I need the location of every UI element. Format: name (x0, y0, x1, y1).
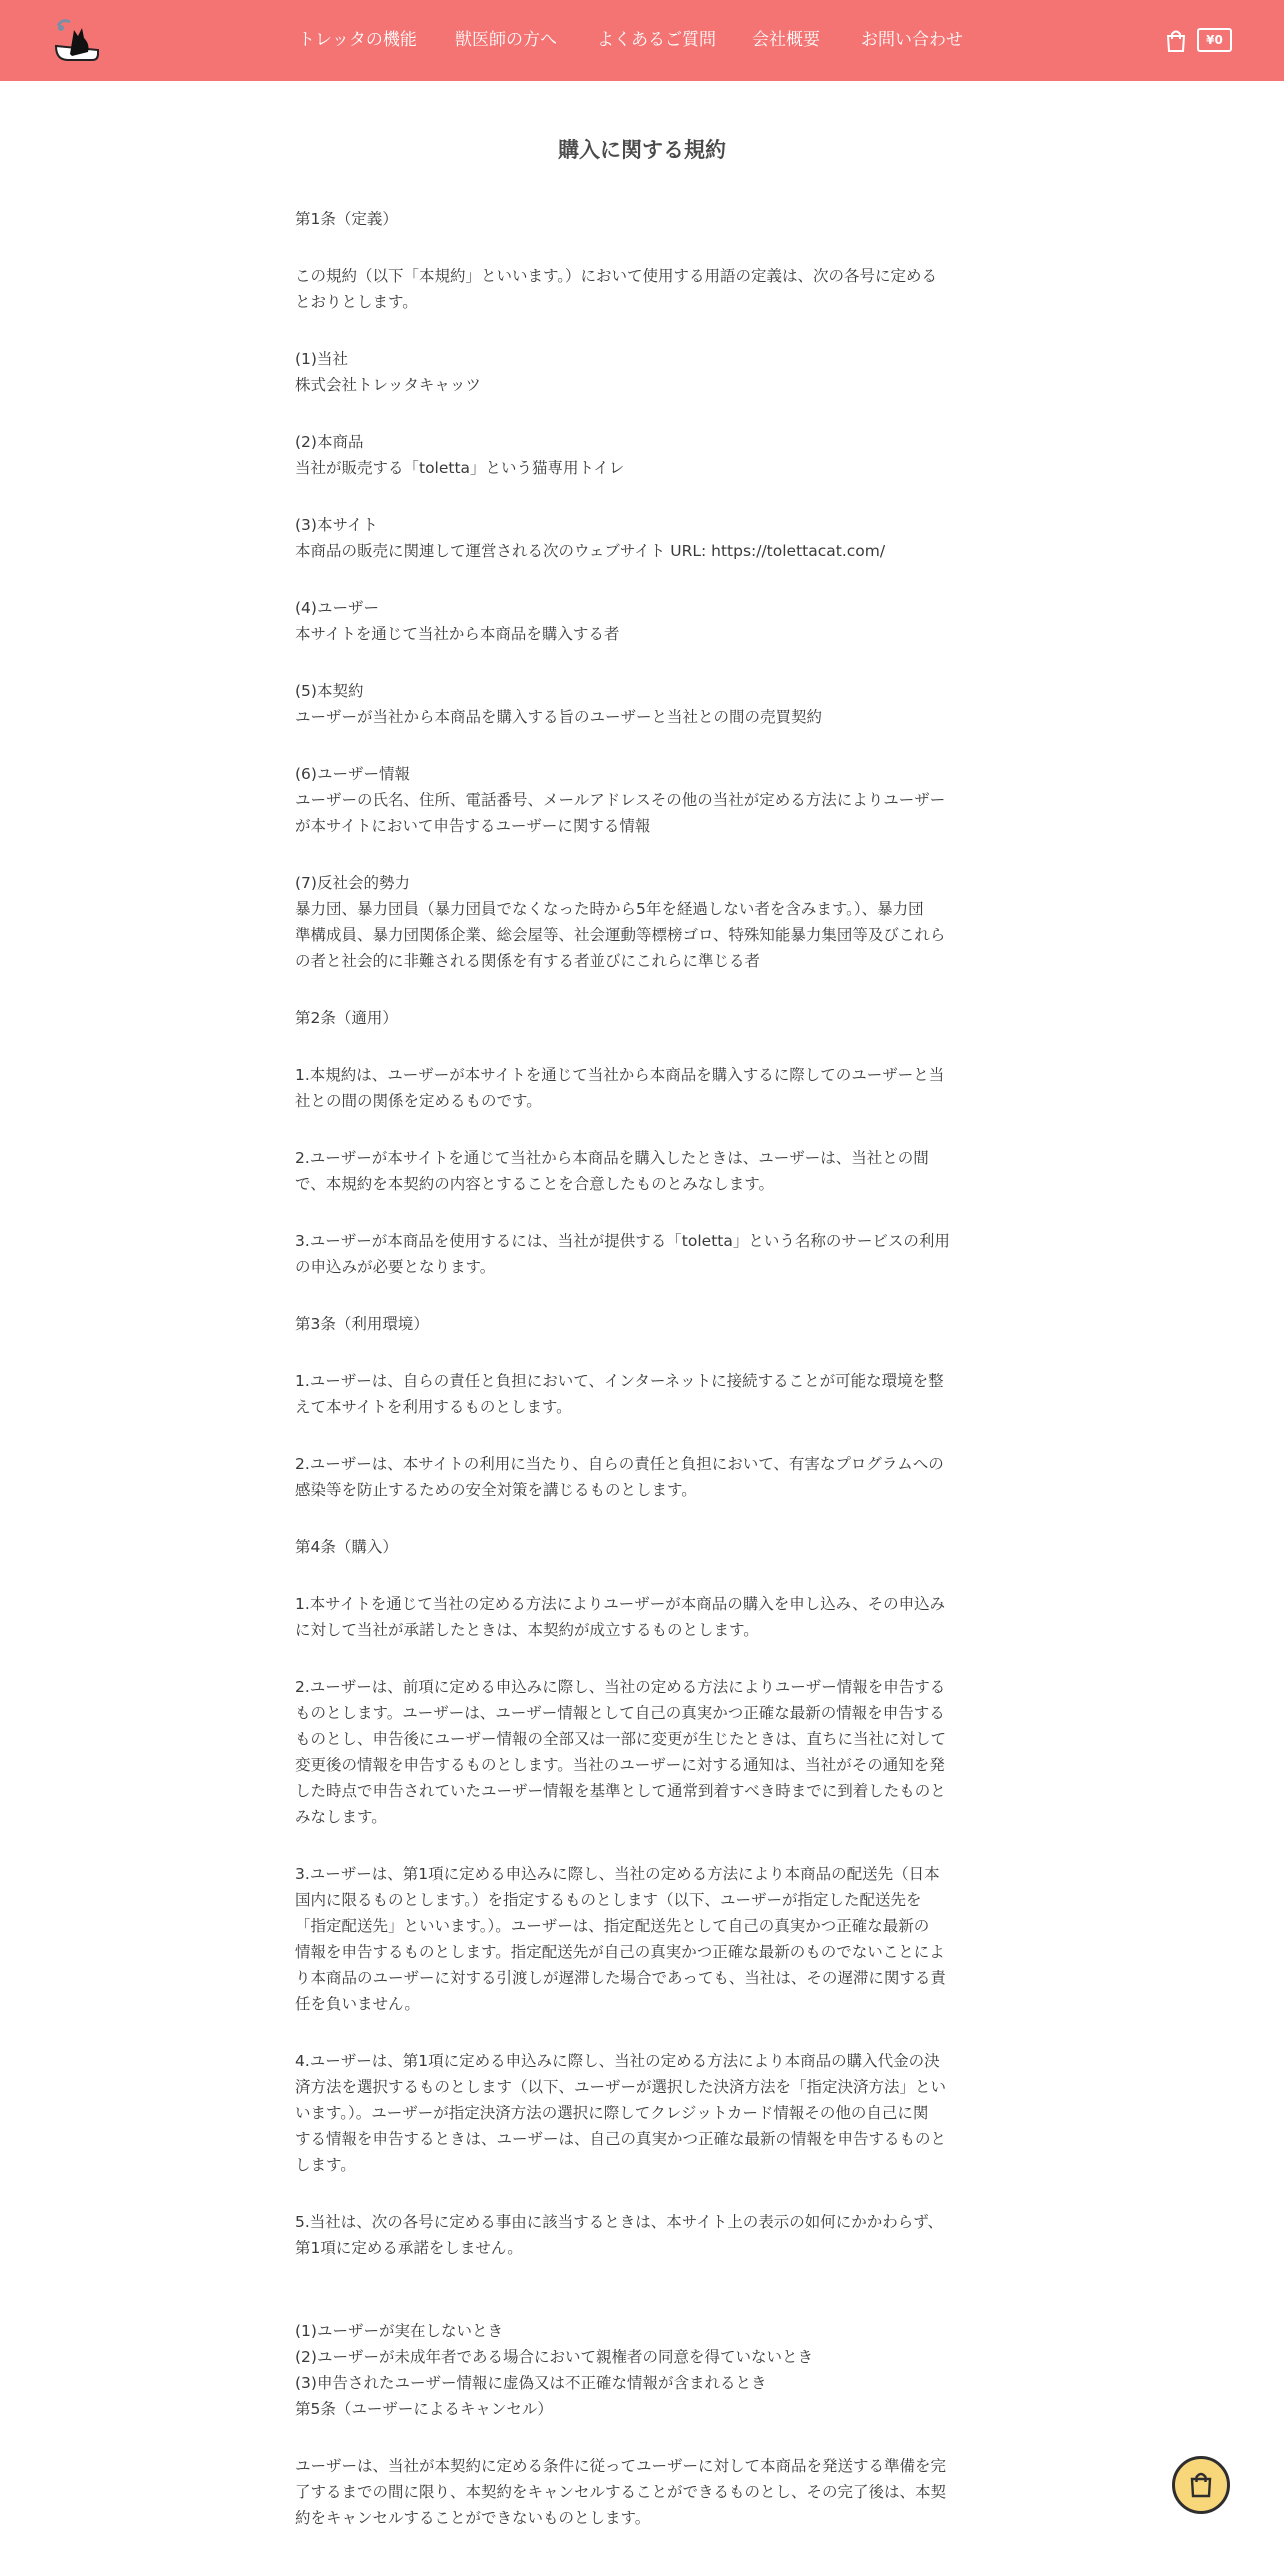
main-nav (0, 0, 1284, 81)
list-item: (2)ユーザーが未成年者である場合において親権者の同意を得ていないとき (295, 2348, 813, 2366)
nav-link-veterinarians[interactable]: 獣医師の方へ (455, 30, 557, 50)
terms-paragraph: 1.本規約は、ユーザーが本サイトを通じて当社から本商品を購入するに際してのユーザーと当 社との間の関係を定めるものです。 (295, 1066, 945, 1110)
cart-total-badge[interactable]: ¥0 (1197, 28, 1232, 52)
nav-link-company[interactable]: 会社概要 (752, 30, 820, 50)
cat-logo-icon[interactable] (50, 16, 106, 64)
terms-content (295, 206, 989, 2562)
list-item: (3)申告されたユーザー情報に虚偽又は不正確な情報が含まれるとき (295, 2374, 767, 2392)
nav-link-faq[interactable]: よくあるご質問 (597, 30, 716, 50)
terms-paragraph: (4)ユーザー 本サイトを通じて当社から本商品を購入する者 (295, 599, 620, 643)
terms-paragraph: 2.ユーザーが本サイトを通じて当社から本商品を購入したときは、ユーザーは、当社との間 で、本規約を本契約の内容とすることを合意したものとみなします。 (295, 1149, 929, 1193)
terms-paragraph: (7)反社会的勢力 暴力団、暴力団員（暴力団員でなくなった時から5年を経過しない者を含みます。）、暴力団 準構成員、暴力団関係企業、総会屋等、社会運動等標榜ゴロ、特殊知能暴力集団等及びこれら の者と社会的に非難される関係を有する者並びにこれらに準じる者 (295, 874, 946, 970)
floating-cart-button[interactable] (1172, 2456, 1230, 2514)
shopping-bag-icon[interactable] (1165, 29, 1187, 53)
nav-link-features[interactable]: トレッタの機能 (298, 30, 417, 50)
terms-paragraph: 第4条（購入） (295, 1538, 398, 1556)
terms-paragraph: (1)当社 株式会社トレッタキャッツ (295, 350, 481, 394)
terms-paragraph: 第2条（適用） (295, 1009, 398, 1027)
shopping-bag-icon (1188, 2471, 1214, 2499)
section-heading: 第5条（ユーザーによるキャンセル） (295, 2400, 553, 2418)
terms-paragraph: 2.ユーザーは、前項に定める申込みに際し、当社の定める方法によりユーザー情報を申告する ものとします。ユーザーは、ユーザー情報として自己の真実かつ正確な最新の情報を申告する ものとし、申告後にユーザー情報の全部又は一部に変更が生じたときは、直ちに当社に対して 変更後の情報を申告するものとします。当社のユーザーに対する通知は、当社がその通知を発 した時点で申告されていたユーザー情報を基準として通常到着すべき時までに到着したものと みなします。 (295, 1678, 947, 1826)
nav-link-contact[interactable]: お問い合わせ (861, 30, 963, 50)
terms-paragraph: この規約（以下「本規約」といいます。）において使用する用語の定義は、次の各号に定める とおりとします。 (295, 267, 938, 311)
terms-paragraph: 1.本サイトを通じて当社の定める方法によりユーザーが本商品の購入を申し込み、その申込み に対して当社が承諾したときは、本契約が成立するものとします。 (295, 1595, 946, 1639)
terms-paragraph: 2.ユーザーは、本サイトの利用に当たり、自らの責任と負担において、有害なプログラムへの 感染等を防止するための安全対策を講じるものとします。 (295, 1455, 944, 1499)
terms-paragraph: (6)ユーザー情報 ユーザーの氏名、住所、電話番号、メールアドレスその他の当社が定める方法によりユーザー が本サイトにおいて申告するユーザーに関する情報 (295, 765, 946, 835)
terms-paragraph: ユーザーは、当社が本契約に定める条件に従ってユーザーに対して本商品を発送する準備を完 了するまでの間に限り、本契約をキャンセルすることができるものとし、その完了後は、本契 約をキャンセルすることができないものとします。 (295, 2457, 947, 2527)
terms-paragraph: 第1条（定義） (295, 210, 398, 228)
page-title: 購入に関する規約 (558, 138, 726, 162)
terms-paragraph: (3)本サイト 本商品の販売に関連して運営される次のウェブサイト URL: https://tolettacat.com/ (295, 516, 886, 560)
terms-paragraph: 5.当社は、次の各号に定める事由に該当するときは、本サイト上の表示の如何にかかわらず、 第1項に定める承諾をしません。 (295, 2213, 943, 2257)
terms-paragraph: 第3条（利用環境） (295, 1315, 429, 1333)
terms-paragraph: 3.ユーザーが本商品を使用するには、当社が提供する「toletta」という名称のサービスの利用 の申込みが必要となります。 (295, 1232, 950, 1276)
terms-paragraph: (2)本商品 当社が販売する「toletta」という猫専用トイレ (295, 433, 625, 477)
site-header (0, 0, 1284, 81)
list-item: (1)ユーザーが実在しないとき (295, 2322, 503, 2340)
terms-paragraph: 3.ユーザーは、第1項に定める申込みに際し、当社の定める方法により本商品の配送先（日本 国内に限るものとします。）を指定するものとします（以下、ユーザーが指定した配送先を 「指定配送先」といいます。）。ユーザーは、指定配送先として自己の真実かつ正確な最新の 情報を申告するものとします。指定配送先が自己の真実かつ正確な最新のものでないことによ り本商品のユーザーに対する引渡しが遅滞した場合であっても、当社は、その遅滞に関する責 任を負いません。 (295, 1865, 946, 2013)
terms-paragraph: 4.ユーザーは、第1項に定める申込みに際し、当社の定める方法により本商品の購入代金の決 済方法を選択するものとします（以下、ユーザーが選択した決済方法を「指定決済方法」とい います。）。ユーザーが指定決済方法の選択に際してクレジットカード情報その他の自己に関 する情報を申告するときは、ユーザーは、自己の真実かつ正確な最新の情報を申告するものと します。 (295, 2052, 947, 2174)
terms-paragraph: (5)本契約 ユーザーが当社から本商品を購入する旨のユーザーと当社との間の売買契約 (295, 682, 823, 726)
terms-paragraph: 1.ユーザーは、自らの責任と負担において、インターネットに接続することが可能な環境を整 えて本サイトを利用するものとします。 (295, 1372, 944, 1416)
